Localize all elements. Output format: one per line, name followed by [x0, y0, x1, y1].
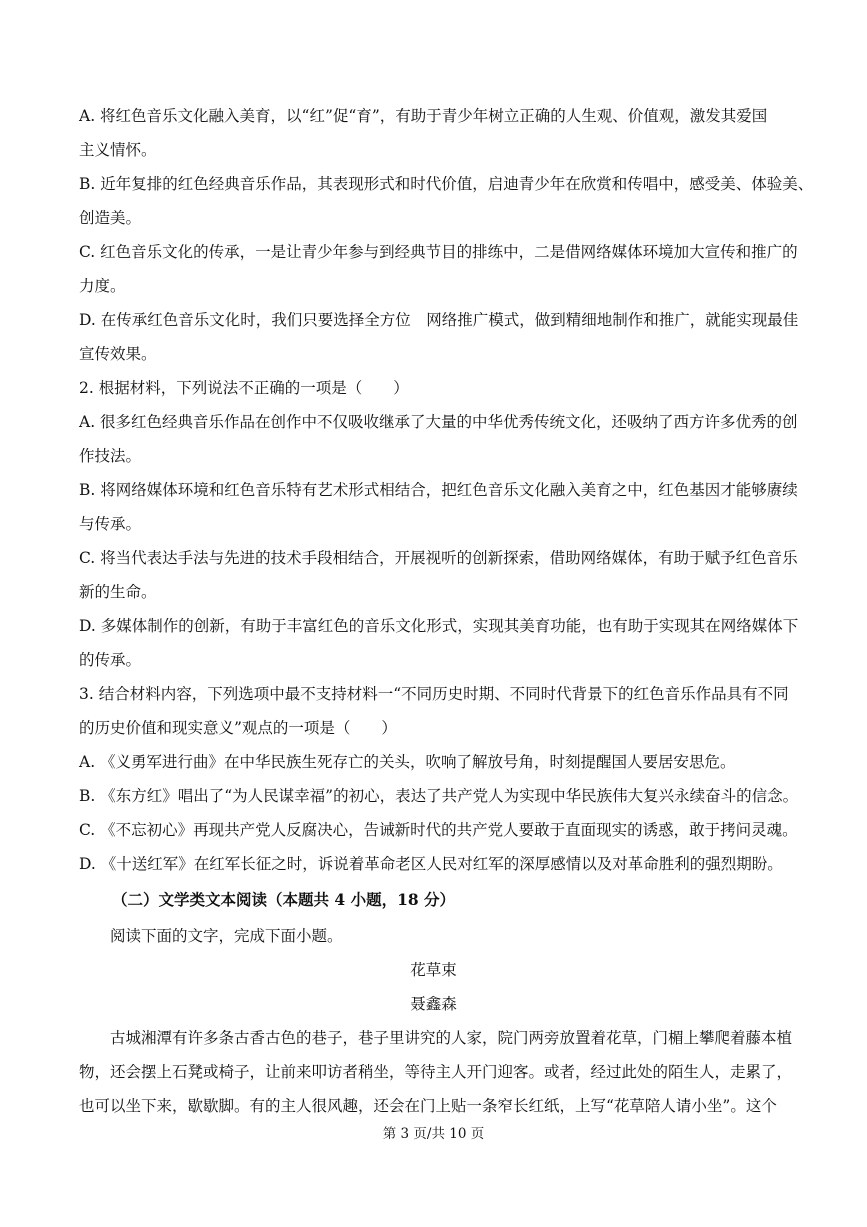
option-b-q1-line1: B. 近年复排的红色经典音乐作品，其表现形式和时代价值，启迪青少年在欣赏和传唱中，感受美、体验美、 [79, 175, 814, 193]
option-c-q2-line1: C. 将当代表达手法与先进的技术手段相结合，开展视听的创新探索，借助网络媒体，有助于赋予红色音乐 [79, 549, 798, 567]
option-c-q2-line2: 新的生命。 [79, 583, 157, 601]
story-author: 聂鑫森 [410, 995, 457, 1013]
story-paragraph-line1: 古城湘潭有许多条古香古色的巷子，巷子里讲究的人家，院门两旁放置着花草，门楣上攀爬着藤本植 [110, 1029, 793, 1047]
option-a-q2-line2: 作技法。 [79, 447, 142, 465]
page-footer: 第 3 页/共 10 页 [382, 1126, 485, 1142]
question-3-stem-line1: 3. 结合材料内容，下列选项中最不支持材料一“不同历史时期、不同时代背景下的红色音乐作品具有不同 [79, 685, 789, 703]
option-a-q2-line1: A. 很多红色经典音乐作品在创作中不仅吸收继承了大量的中华优秀传统文化，还吸纳了西方许多优秀的创 [79, 413, 798, 431]
story-paragraph-line2: 物，还会摆上石凳或椅子，让前来叩访者稍坐，等待主人开门迎客。或者，经过此处的陌生人，走累了， [79, 1063, 793, 1081]
option-c-q1-line1: C. 红色音乐文化的传承，一是让青少年参与到经典节目的排练中，二是借网络媒体环境加大宣传和推广的 [79, 243, 798, 261]
story-title: 花草束 [410, 961, 457, 979]
option-d-q2-line2: 的传承。 [79, 651, 142, 669]
story-paragraph-line3: 也可以坐下来，歇歇脚。有的主人很风趣，还会在门上贴一条窄长红纸，上写“花草陪人请小坐”。这个 [79, 1097, 777, 1115]
option-a-q1-line1: A. 将红色音乐文化融入美育，以“红”促“育”，有助于青少年树立正确的人生观、价值观，激发其爱国 [79, 107, 768, 125]
question-3-stem-line2: 的历史价值和现实意义”观点的一项是（ ） [79, 719, 397, 737]
option-d-q1-line2: 宣传效果。 [79, 345, 157, 363]
option-b-q2-line1: B. 将网络媒体环境和红色音乐特有艺术形式相结合，把红色音乐文化融入美育之中，红色基因才能够赓续 [79, 481, 798, 499]
option-b-q1-line2: 创造美。 [79, 209, 142, 227]
option-d-q2-line1: D. 多媒体制作的创新，有助于丰富红色的音乐文化形式，实现其美育功能，也有助于实现其在网络媒体下 [79, 617, 799, 635]
option-b-q2-line2: 与传承。 [79, 515, 142, 533]
reading-instruction: 阅读下面的文字，完成下面小题。 [110, 927, 343, 945]
section-heading: （二）文学类文本阅读（本题共 4 小题，18 分） [112, 890, 456, 909]
option-a-q1-line2: 主义情怀。 [79, 141, 157, 159]
option-d-q3: D. 《十送红军》在红军长征之时，诉说着革命老区人民对红军的深厚感情以及对革命胜利的强烈期盼。 [79, 855, 783, 873]
question-2-stem: 2. 根据材料，下列说法不正确的一项是（ ） [79, 379, 409, 397]
option-d-q1-line1: D. 在传承红色音乐文化时，我们只要选择全方位 网络推广模式，做到精细地制作和推广，就能实现最佳 [79, 311, 799, 329]
option-c-q3: C. 《不忘初心》再现共产党人反腐决心，告诫新时代的共产党人要敢于直面现实的诱惑，敢于拷问灵魂。 [79, 821, 798, 839]
option-a-q3: A. 《义勇军进行曲》在中华民族生死存亡的关头，吹响了解放号角，时刻提醒国人要居安思危。 [79, 753, 736, 771]
option-b-q3: B. 《东方红》唱出了“为人民谋幸福”的初心，表达了共产党人为实现中华民族伟大复兴永续奋斗的信念。 [79, 787, 799, 805]
option-c-q1-line2: 力度。 [79, 277, 126, 295]
